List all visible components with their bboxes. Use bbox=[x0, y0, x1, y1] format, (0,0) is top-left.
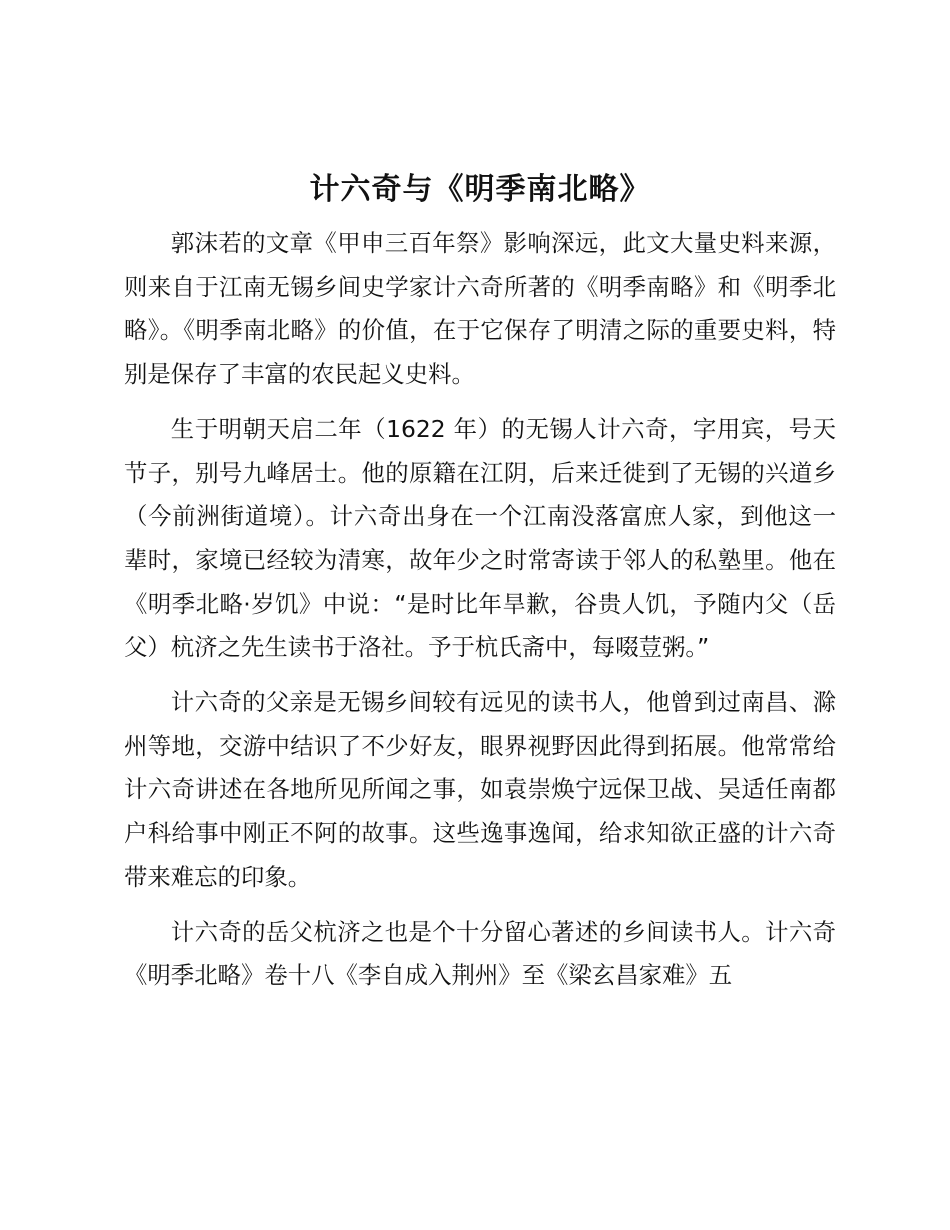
document-title: 计六奇与《明季南北略》 bbox=[309, 172, 651, 207]
document-page bbox=[124, 168, 836, 1009]
paragraph-4: 计六奇的岳父杭济之也是个十分留心著述的乡间读书人。计六奇《明季北略》卷十八《李自成入荆州》至《梁玄昌家难》五 bbox=[124, 917, 836, 990]
paragraph-3: 计六奇的父亲是无锡乡间较有远见的读书人，他曾到过南昌、滁州等地，交游中结识了不少好友，眼界视野因此得到拓展。他常常给计六奇讲述在各地所见所闻之事，如袁崇焕宁远保卫战、吴适任南都户科给事中刚正不阿的故事。这些逸事逸闻，给求知欲正盛的计六奇带来难忘的印象。 bbox=[124, 688, 836, 891]
paragraph-1: 郭沫若的文章《甲申三百年祭》影响深远，此文大量史料来源，则来自于江南无锡乡间史学家计六奇所著的《明季南略》和《明季北略》。《明季南北略》的价值，在于它保存了明清之际的重要史料，特别是保存了丰富的农民起义史料。 bbox=[124, 229, 836, 389]
paragraph-2: 生于明朝天启二年（1622 年）的无锡人计六奇，字用宾，号天节子，别号九峰居士。他的原籍在江阴，后来迁徙到了无锡的兴道乡（今前洲街道境）。计六奇出身在一个江南没落富庶人家，到他这一辈时，家境已经较为清寒，故年少之时常寄读于邻人的私塾里。他在《明季北略·岁饥》中说：“是时比年旱歉，谷贵人饥，予随内父（岳父）杭济之先生读书于洛社。予于杭氏斋中，每啜荳粥。” bbox=[124, 414, 836, 662]
